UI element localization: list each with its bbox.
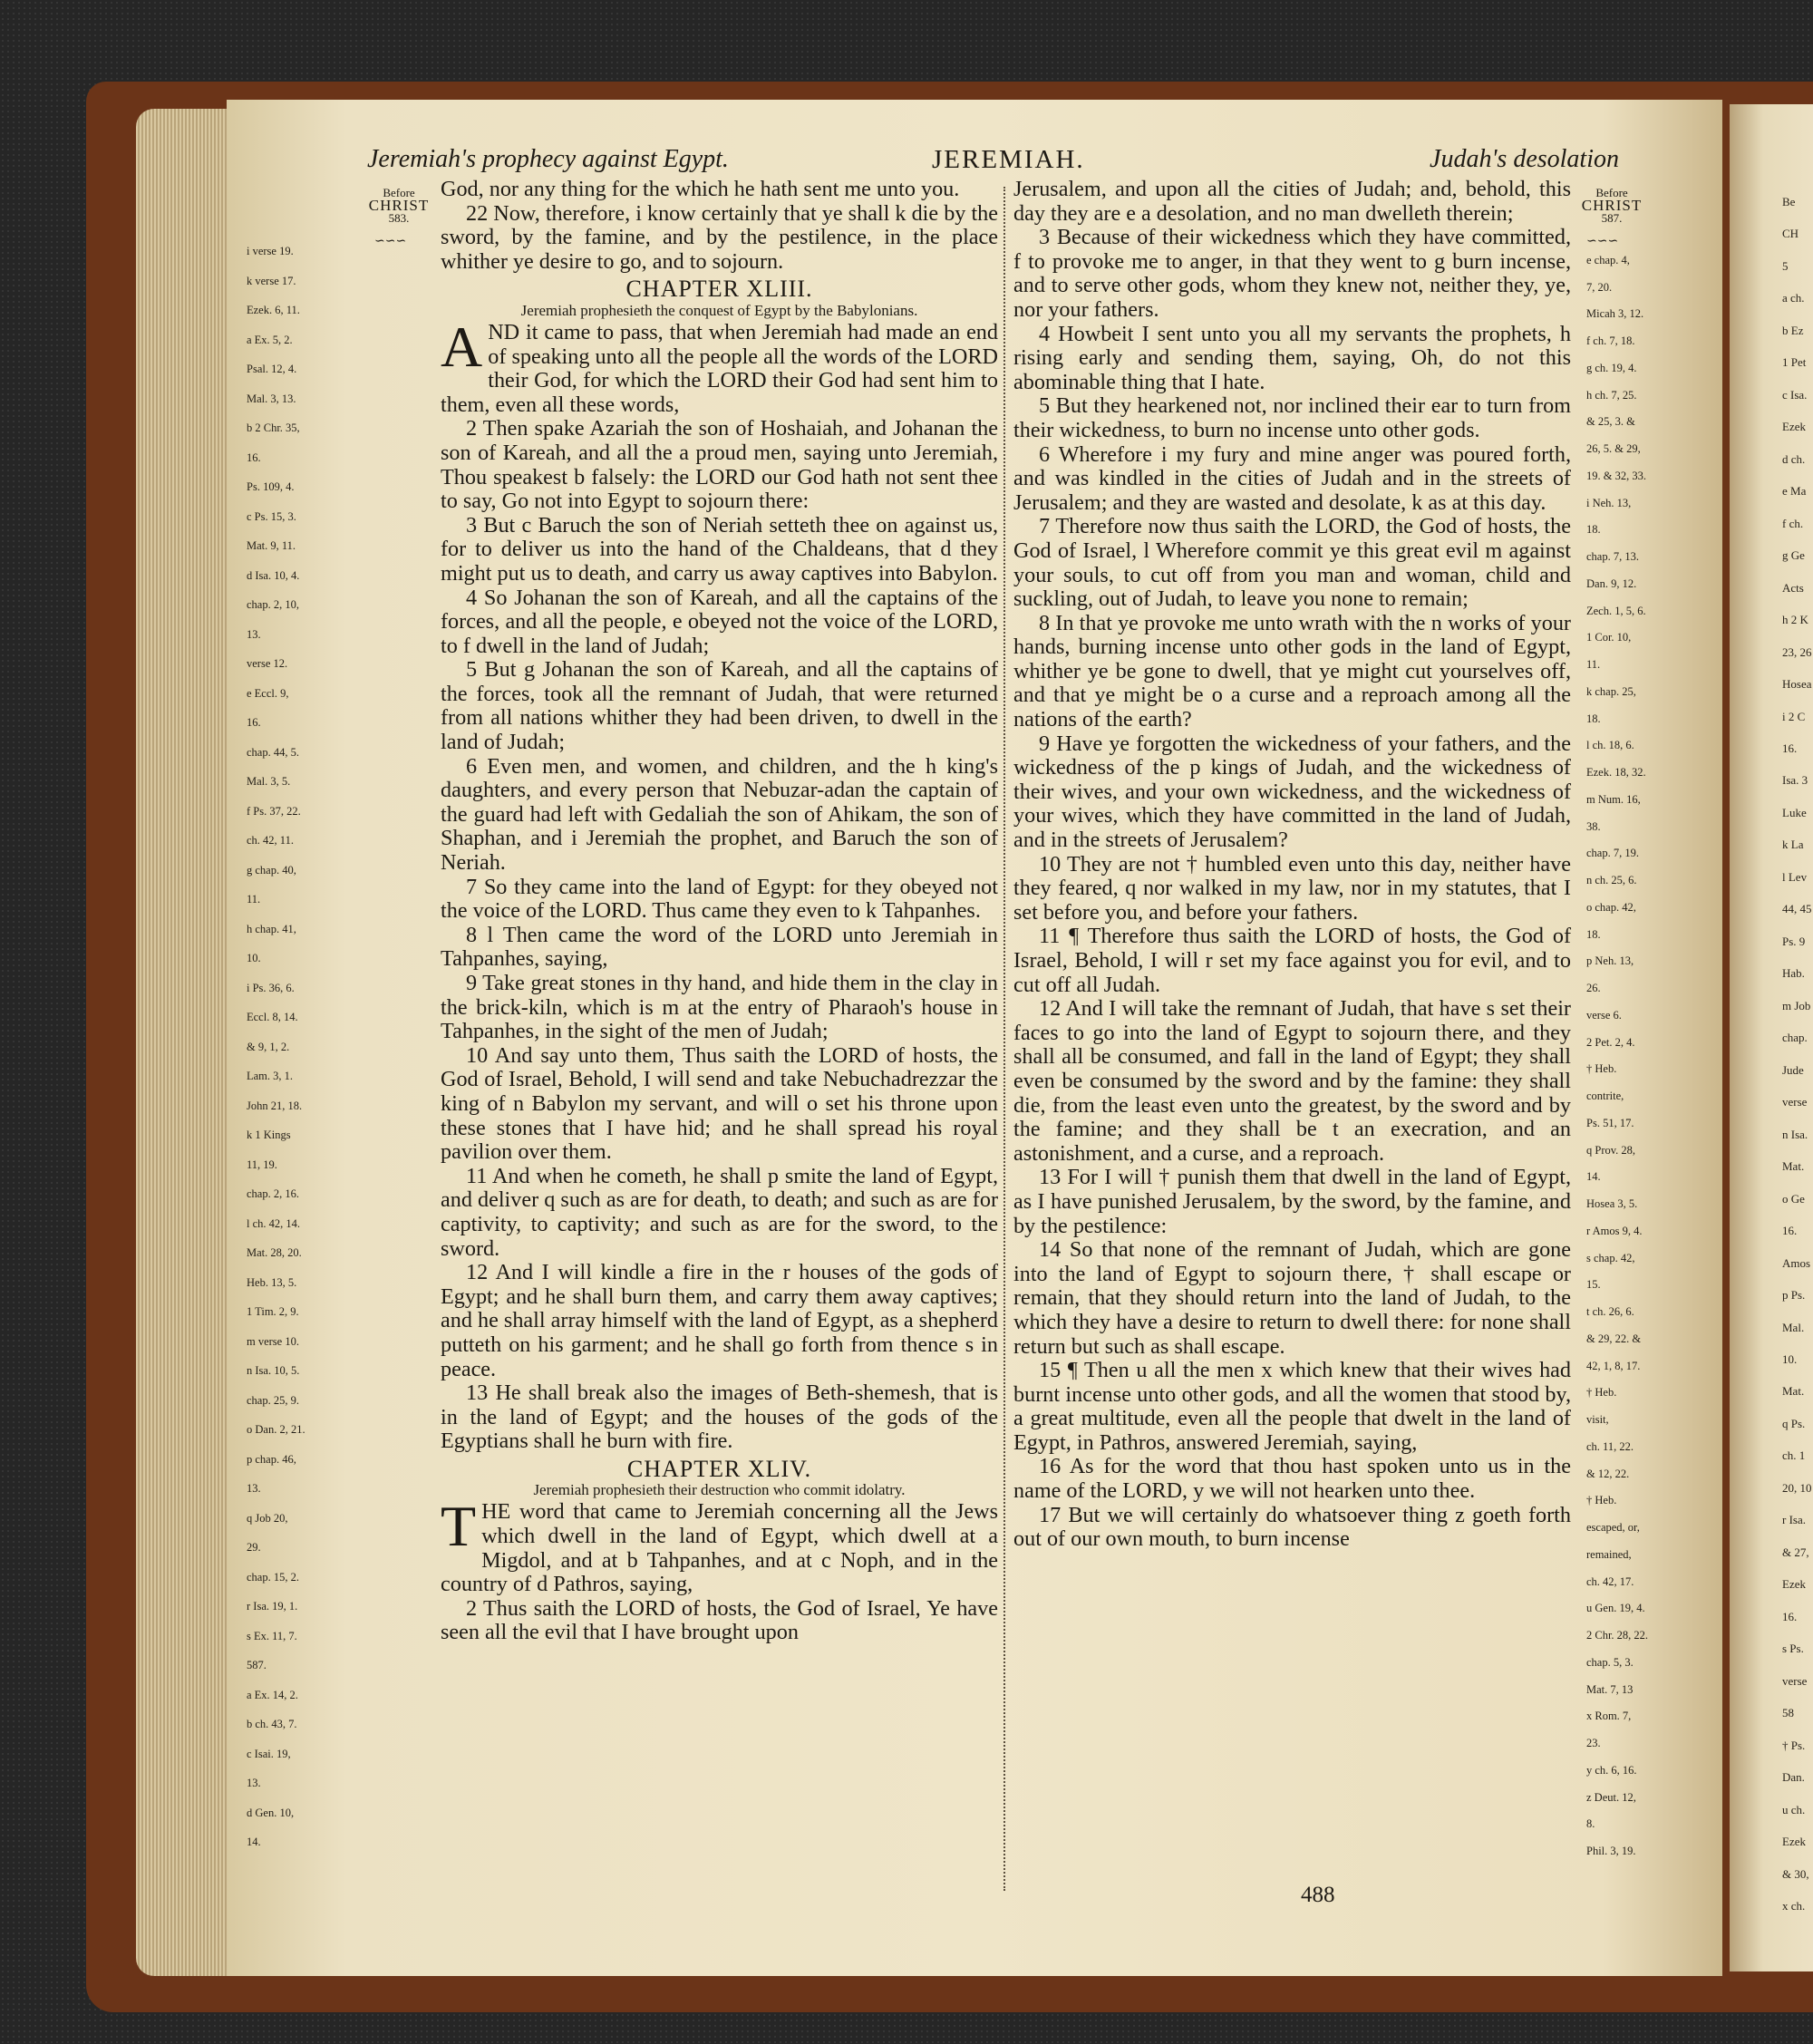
marginal-reference: 18. <box>1586 927 1601 941</box>
year-label: 587. <box>1601 211 1623 225</box>
verse-text: 22 Now, therefore, i know certainly that ye shall k die by the sword, by the famine, and by the pestilence, in the place whither ye desire to go, and to sojourn. <box>441 200 998 274</box>
marginal-reference: u ch. <box>1782 1802 1806 1816</box>
marginal-reference: Mal. 3, 13. <box>247 392 296 405</box>
marginal-reference: Mat. 9, 11. <box>247 539 296 552</box>
ornament-swash: ∽∽∽ <box>1586 235 1619 248</box>
right-column <box>1013 178 1571 1552</box>
marginal-reference: chap. <box>1782 1031 1808 1045</box>
marginal-reference: Ezek <box>1782 1835 1806 1849</box>
marginal-reference: Ps. 51, 17. <box>1586 1116 1634 1129</box>
marginal-reference: 42, 1, 8, 17. <box>1586 1359 1641 1372</box>
marginal-reference: visit, <box>1586 1413 1609 1427</box>
marginal-reference: x ch. <box>1782 1899 1806 1913</box>
marginal-reference: 16. <box>247 716 261 729</box>
marginal-reference: 16. <box>1782 1224 1798 1238</box>
marginal-reference: chap. 25, 9. <box>247 1393 299 1407</box>
marginal-reference: d Gen. 10, <box>247 1806 295 1819</box>
marginal-reference: Ezek <box>1782 1577 1806 1592</box>
verse-text: 4 Howbeit I sent unto you all my servants the prophets, h rising early and sending them, saying, Oh, do not this abominable thing that I hate. <box>1013 321 1571 394</box>
marginal-reference: m Num. 16, <box>1586 792 1641 806</box>
running-head-title: JEREMIAH. <box>932 145 1085 174</box>
marginal-reference: Ps. 109, 4. <box>247 480 295 493</box>
marginal-reference: Hosea <box>1782 677 1812 692</box>
marginal-reference: l Lev <box>1782 869 1808 884</box>
verse-text: 17 But we will certainly do whatsoever thing z goeth forth out of our own mouth, to burn incense <box>1013 1502 1571 1552</box>
marginal-reference: remained, <box>1586 1547 1632 1561</box>
marginal-reference: r Isa. <box>1782 1513 1806 1527</box>
marginal-reference: o chap. 42, <box>1586 900 1636 914</box>
marginal-reference: h chap. 41, <box>247 922 296 935</box>
marginal-reference: 19. & 32, 33. <box>1586 469 1646 482</box>
marginal-reference: verse 6. <box>1586 1008 1622 1022</box>
marginal-reference: † Heb. <box>1586 1494 1617 1507</box>
verse-text: ND it came to pass, that when Jeremiah had made an end of speaking unto all the people all the words of the LORD their God, for which the LORD their God had sent him to them, even all these words, <box>441 319 998 417</box>
marginal-reference: Mat. 28, 20. <box>247 1246 302 1259</box>
marginal-reference: 16. <box>1782 741 1798 756</box>
marginal-reference: Luke <box>1782 805 1807 819</box>
marginal-reference: Be <box>1782 195 1796 208</box>
right-date-marker <box>1575 187 1648 225</box>
chapter-heading: CHAPTER XLIV. <box>626 1455 812 1482</box>
marginal-reference: & 27, <box>1782 1545 1809 1559</box>
marginal-reference: l ch. 42, 14. <box>247 1216 301 1230</box>
marginal-reference: 587. <box>247 1659 267 1671</box>
marginal-reference: n Isa. <box>1782 1127 1808 1141</box>
marginal-reference: 13. <box>247 1777 261 1789</box>
marginal-reference: f ch. 7, 18. <box>1586 334 1635 348</box>
marginal-reference: d Isa. 10, 4. <box>247 568 300 582</box>
marginal-reference: 29. <box>247 1541 261 1554</box>
marginal-reference: k La <box>1782 838 1804 852</box>
marginal-reference: k verse 17. <box>247 274 296 287</box>
marginal-reference: g ch. 19, 4. <box>1586 361 1637 374</box>
marginal-reference: 2 Chr. 28, 22. <box>1586 1629 1649 1642</box>
marginal-reference: k chap. 25, <box>1586 684 1636 698</box>
marginal-reference: 14. <box>1586 1170 1601 1184</box>
book-page <box>227 100 1722 1976</box>
chapter-heading: CHAPTER XLIII. <box>625 276 813 303</box>
marginal-reference: c Isa. <box>1782 387 1808 402</box>
marginal-reference: ch. 42, 17. <box>1586 1574 1634 1588</box>
next-page-edge <box>1730 104 1813 1971</box>
marginal-reference: a Ex. 5, 2. <box>247 333 293 346</box>
marginal-reference: d ch. <box>1782 451 1806 466</box>
verse-text: 10 They are not † humbled even unto this day, neither have they feared, q nor walked in my law, nor in my statutes, that I set before you, and before your fathers. <box>1013 851 1571 925</box>
marginal-reference: 1 Pet <box>1782 355 1807 370</box>
left-date-marker <box>363 187 435 225</box>
marginal-reference: Zech. 1, 5, 6. <box>1586 604 1646 617</box>
marginal-reference: Micah 3, 12. <box>1586 307 1644 321</box>
marginal-reference: a ch. <box>1782 291 1805 305</box>
running-head-left: Jeremiah's prophecy against Egypt. <box>367 145 729 173</box>
marginal-reference: q Job 20, <box>247 1511 288 1525</box>
marginal-reference: i Ps. 36, 6. <box>247 981 295 994</box>
marginal-reference: i verse 19. <box>247 245 294 257</box>
marginal-reference: 10. <box>1782 1351 1798 1366</box>
marginal-reference: c Isai. 19, <box>247 1747 291 1760</box>
marginal-reference: 38. <box>1586 819 1601 833</box>
marginal-reference: 18. <box>1586 523 1601 537</box>
marginal-reference: Heb. 13, 5. <box>247 1275 297 1289</box>
marginal-reference: ch. 11, 22. <box>1586 1439 1634 1453</box>
marginal-reference: o Ge <box>1782 1191 1805 1206</box>
marginal-reference: a Ex. 14, 2. <box>247 1688 298 1701</box>
marginal-reference: 11, 19. <box>247 1158 277 1171</box>
verse-text: 2 Then spake Azariah the son of Hoshaiah, and Johanan the son of Kareah, and all the a proud men, saying unto Jeremiah, Thou speakest b falsely: the LORD our God hath not sent thee to say, Go not into Egypt to sojourn there: <box>441 416 998 514</box>
verse-text: 2 Thus saith the LORD of hosts, the God of Israel, Ye have seen all the evil that I have brought upon <box>441 1595 998 1645</box>
verse-text: 3 But c Baruch the son of Neriah setteth thee on against us, for to deliver us into the hand of the Chaldeans, that d they might put us to death, and carry us away captives into Babylon. <box>441 512 998 586</box>
year-label: 583. <box>388 211 410 225</box>
ornament-swash: ∽∽∽ <box>374 235 407 248</box>
verse-text: 8 l Then came the word of the LORD unto Jeremiah in Tahpanhes, saying, <box>441 922 998 972</box>
marginal-reference: Psal. 12, 4. <box>247 363 297 375</box>
marginal-reference: 23, 26 <box>1782 644 1812 659</box>
verse-text: 11 ¶ Therefore thus saith the LORD of hosts, the God of Israel, Behold, I will r set my face against you for evil, and to cut off all Judah. <box>1013 924 1571 997</box>
marginal-reference: h ch. 7, 25. <box>1586 388 1637 402</box>
marginal-reference: r Amos 9, 4. <box>1586 1224 1643 1237</box>
marginal-reference: g chap. 40, <box>247 863 296 877</box>
marginal-reference: 11. <box>247 893 261 906</box>
marginal-reference: contrite, <box>1586 1090 1624 1103</box>
marginal-reference: Ezek <box>1782 420 1806 434</box>
marginal-reference: 8. <box>1586 1817 1595 1831</box>
marginal-reference: 58 <box>1782 1706 1794 1720</box>
marginal-reference: u Gen. 19, 4. <box>1586 1602 1645 1615</box>
running-head-right: Judah's desolation <box>1430 145 1619 173</box>
page-edges <box>136 109 236 1976</box>
marginal-reference: Mal. 3, 5. <box>247 775 291 788</box>
marginal-reference: chap. 5, 3. <box>1586 1655 1634 1669</box>
marginal-reference: o Dan. 2, 21. <box>247 1423 305 1436</box>
marginal-reference: 5 <box>1782 258 1789 273</box>
verse-text: God, nor any thing for the which he hath sent me unto you. <box>441 177 960 201</box>
marginal-reference: p chap. 46, <box>247 1452 296 1466</box>
marginal-reference: q Ps. <box>1782 1416 1806 1430</box>
marginal-reference: John 21, 18. <box>247 1099 303 1112</box>
marginal-reference: Hab. <box>1782 966 1805 981</box>
marginal-reference: ch. 1 <box>1782 1448 1806 1463</box>
marginal-reference: 15. <box>1586 1278 1601 1292</box>
marginal-reference: k 1 Kings <box>247 1129 291 1141</box>
drop-cap: T <box>441 1494 477 1559</box>
marginal-reference: b ch. 43, 7. <box>247 1718 297 1730</box>
marginal-reference: 14. <box>247 1836 261 1848</box>
marginal-reference: g Ge <box>1782 548 1805 563</box>
marginal-reference: chap. 7, 19. <box>1586 847 1639 860</box>
marginal-reference: 23. <box>1586 1737 1601 1750</box>
marginal-reference: Isa. 3 <box>1782 773 1808 788</box>
column-divider <box>1003 187 1007 1891</box>
verse-text: HE word that came to Jeremiah concerning all the Jews which dwell in the land of Egypt, which dwell at a Migdol, and at b Tahpanhes, and at c Noph, and in the country of d Pathros, saying, <box>441 1499 998 1597</box>
verse-text: Jerusalem, and upon all the cities of Judah; and, behold, this day they are e a desolation, and no man dwelleth therein; <box>1013 177 1571 226</box>
marginal-reference: f Ps. 37, 22. <box>247 804 301 818</box>
marginal-reference: p Neh. 13, <box>1586 954 1634 968</box>
marginal-reference: 20, 10 <box>1782 1480 1812 1495</box>
verse-text: 12 And I will take the remnant of Judah, that have s set their faces to go into the land of Egypt to sojourn there, and they shall all be consumed, and fall in the land of Egypt; they shall even be consumed by the sword and by the famine: they shall die, from the least even unto the greatest, by the sword and by the famine; and they shall be t an execration, and an astonishment, and a curse, and a reproach. <box>1013 996 1571 1166</box>
marginal-reference: m verse 10. <box>247 1334 299 1348</box>
marginal-reference: † Heb. <box>1586 1386 1617 1400</box>
marginal-reference: † Heb. <box>1586 1062 1617 1076</box>
marginal-reference: Mat. <box>1782 1159 1805 1174</box>
marginal-reference: 26. <box>1586 982 1601 995</box>
marginal-reference: 16. <box>1782 1609 1798 1623</box>
marginal-reference: c Ps. 15, 3. <box>247 509 296 523</box>
christ-label: CHRIST <box>1581 197 1643 214</box>
drop-cap: A <box>441 314 483 379</box>
christ-label: CHRIST <box>368 197 430 214</box>
marginal-reference: Ezek. 6, 11. <box>247 304 300 316</box>
marginal-reference: 2 Pet. 2, 4. <box>1586 1035 1635 1049</box>
marginal-reference: Phil. 3, 19. <box>1586 1845 1636 1857</box>
verse-text: 9 Have ye forgotten the wickedness of your fathers, and the wickedness of the p kings of Judah, and the wickedness of their wives, and your own wickedness, and the wickedness of your wives, which they have committed in the land of Judah, and in the streets of Jerusalem? <box>1013 731 1571 853</box>
marginal-reference: p Ps. <box>1782 1288 1806 1303</box>
marginal-reference: h 2 K <box>1782 613 1808 627</box>
verse-text: 7 Therefore now thus saith the LORD, the God of hosts, the God of Israel, l Wherefore commit ye this great evil m against your souls, to cut off from you man and woman, child and suckling, out of Judah, to leave you none to remain; <box>1013 514 1571 612</box>
marginal-reference: 7, 20. <box>1586 280 1613 294</box>
verse-text: 12 And I will kindle a fire in the r houses of the gods of Egypt; and he shall burn them, and carry them away captives; and he shall array himself with the land of Egypt, as a shepherd putteth on his garment; and he shall go forth from thence s in peace. <box>441 1260 998 1381</box>
marginal-reference: escaped, or, <box>1586 1521 1640 1535</box>
marginal-reference: b Ez <box>1782 323 1804 337</box>
marginal-reference: 26, 5. & 29, <box>1586 442 1641 456</box>
verse-text: 10 And say unto them, Thus saith the LORD of hosts, the God of Israel, Behold, I will send and take Nebuchadrezzar the king of n Babylon my servant, and will o set his throne upon these stones that I have hid; and he shall spread his royal pavilion over them. <box>441 1042 998 1165</box>
marginal-reference: s Ps. <box>1782 1642 1804 1656</box>
marginal-reference: z Deut. 12, <box>1586 1790 1636 1804</box>
marginal-reference: e Eccl. 9, <box>247 686 289 700</box>
marginal-reference: 10. <box>247 952 261 964</box>
marginal-reference: 1 Cor. 10, <box>1586 631 1632 644</box>
marginal-reference: 11. <box>1586 658 1601 672</box>
marginal-reference: Acts <box>1782 580 1804 595</box>
marginal-reference: i 2 C <box>1782 709 1806 723</box>
marginal-reference: chap. 2, 10, <box>247 598 299 611</box>
page-number: 488 <box>1301 1883 1335 1907</box>
verse-text: 3 Because of their wickedness which they have committed, f to provoke me to anger, in that they went to g burn incense, and to serve other gods, whom they knew not, neither they, ye, nor your fathers. <box>1013 225 1571 322</box>
marginal-reference: Hosea 3, 5. <box>1586 1197 1638 1211</box>
chapter-summary: Jeremiah prophesieth the conquest of Egypt by the Babylonians. <box>520 301 918 319</box>
verse-text: 6 Wherefore i my fury and mine anger was poured forth, and was kindled in the cities of Judah and in the streets of Jerusalem; and they are wasted and desolate, k as at this day. <box>1013 441 1571 515</box>
verse-text: 8 In that ye provoke me unto wrath with the n works of your hands, burning incense unto other gods in the land of Egypt, whither ye be gone to dwell, that ye might cut yourselves off, and that ye might be o a curse and a reproach among all the nations of the earth? <box>1013 610 1571 732</box>
marginal-reference: e chap. 4, <box>1586 254 1630 266</box>
marginal-reference: n ch. 25, 6. <box>1586 874 1637 887</box>
marginal-reference: Ezek. 18, 32. <box>1586 766 1646 780</box>
verse-text: 5 But they hearkened not, nor inclined their ear to turn from their wickedness, to burn no incense unto other gods. <box>1013 393 1571 442</box>
marginal-reference: 13. <box>247 627 261 641</box>
marginal-reference: † Ps. <box>1782 1738 1806 1752</box>
marginal-reference: Mal. <box>1782 1320 1805 1334</box>
marginal-reference: Dan. <box>1782 1770 1805 1785</box>
marginal-reference: f ch. <box>1782 516 1804 530</box>
marginal-reference: chap. 7, 13. <box>1586 550 1639 564</box>
before-label: Before <box>1595 186 1628 199</box>
chapter-summary: Jeremiah prophesieth their destruction who commit idolatry. <box>533 1481 906 1499</box>
marginal-reference: e Ma <box>1782 484 1807 499</box>
marginal-reference: q Prov. 28, <box>1586 1143 1636 1157</box>
marginal-reference: chap. 15, 2. <box>247 1570 299 1584</box>
marginal-reference: & 25, 3. & <box>1586 415 1635 429</box>
marginal-reference: Eccl. 8, 14. <box>247 1011 298 1023</box>
marginal-reference: i Neh. 13, <box>1586 496 1632 509</box>
marginal-reference: CH <box>1782 227 1799 241</box>
marginal-reference: chap. 44, 5. <box>247 745 299 759</box>
marginal-reference: Jude <box>1782 1062 1804 1077</box>
marginal-reference: chap. 2, 16. <box>247 1187 299 1200</box>
marginal-reference: 13. <box>247 1482 261 1495</box>
marginal-reference: Ps. 9 <box>1782 934 1806 948</box>
verse-text: 4 So Johanan the son of Kareah, and all the captains of the forces, and all the people, e obeyed not the voice of the LORD, to f dwell in the land of Judah; <box>441 585 998 658</box>
verse-text: 15 ¶ Then u all the men x which knew that their wives had burnt incense unto other gods, and all the women that stood by, a great multitude, even all the people that dwelt in the land of Egypt, in Pathros, answered Jeremiah, saying, <box>1013 1358 1571 1455</box>
marginal-reference: b 2 Chr. 35, <box>247 421 300 434</box>
marginal-reference: Mat. 7, 13 <box>1586 1682 1634 1696</box>
marginal-reference: & 30, <box>1782 1866 1809 1881</box>
marginal-reference: n Isa. 10, 5. <box>247 1364 300 1377</box>
marginal-reference: Lam. 3, 1. <box>247 1070 294 1082</box>
marginal-reference: r Isa. 19, 1. <box>247 1600 298 1613</box>
marginal-reference: & 29, 22. & <box>1586 1332 1642 1345</box>
marginal-reference: s chap. 42, <box>1586 1251 1635 1264</box>
marginal-reference: 1 Tim. 2, 9. <box>247 1305 299 1318</box>
verse-text: 13 He shall break also the images of Beth-shemesh, that is in the land of Egypt; and the houses of the gods of the Egyptians shall he burn with fire. <box>441 1380 998 1454</box>
marginal-reference: t ch. 26, 6. <box>1586 1305 1634 1319</box>
verse-text: 14 So that none of the remnant of Judah, which are gone into the land of Egypt to sojourn there, † shall escape or remain, that they should return into the land of Judah, to the which they have a desire to return to dwell there: for none shall return but such as shall escape. <box>1013 1237 1571 1359</box>
marginal-reference: & 12, 22. <box>1586 1467 1630 1480</box>
marginal-reference: s Ex. 11, 7. <box>247 1629 297 1642</box>
marginal-reference: 44, 45 <box>1782 902 1812 916</box>
verse-text: 13 For I will † punish them that dwell in the land of Egypt, as I have punished Jerusalem, by the sword, by the famine, and by the pestilence: <box>1013 1165 1571 1238</box>
verse-text: 16 As for the word that thou hast spoken unto us in the name of the LORD, y we will not hearken unto thee. <box>1013 1454 1571 1504</box>
marginal-reference: m Job <box>1782 998 1811 1012</box>
marginal-reference: ch. 42, 11. <box>247 834 294 847</box>
marginal-reference: verse 12. <box>247 657 288 670</box>
marginal-reference: verse <box>1782 1095 1808 1109</box>
marginal-reference: & 9, 1, 2. <box>247 1040 290 1053</box>
before-label: Before <box>383 186 415 199</box>
marginal-reference: x Rom. 7, <box>1586 1710 1632 1723</box>
marginal-reference: Dan. 9, 12. <box>1586 576 1637 590</box>
left-column <box>441 178 998 1645</box>
marginal-reference: 18. <box>1586 712 1601 725</box>
marginal-reference: y ch. 6, 16. <box>1586 1763 1637 1777</box>
marginal-reference: l ch. 18, 6. <box>1586 739 1634 752</box>
verse-text: 11 And when he cometh, he shall p smite the land of Egypt, and deliver q such as are for death, to death; and such as are for captivity, to captivity; and such as are for the sword, to the sword. <box>441 1163 998 1261</box>
verse-text: 6 Even men, and women, and children, and the h king's daughters, and every person that Nebuzar-adan the captain of the guard had left with Gedaliah the son of Ahikam, the son of Shaphan, and i Jeremiah the prophet, and Baruch the son of Neriah. <box>441 753 998 876</box>
marginal-reference: Mat. <box>1782 1384 1805 1399</box>
verse-text: 7 So they came into the land of Egypt: for they obeyed not the voice of the LORD. Thus came they even to k Tahpanhes. <box>441 874 998 924</box>
marginal-reference: 16. <box>247 450 261 464</box>
marginal-reference: Amos <box>1782 1255 1811 1270</box>
marginal-reference: verse <box>1782 1673 1808 1688</box>
verse-text: 9 Take great stones in thy hand, and hide them in the clay in the brick-kiln, which is m at the entry of Pharaoh's house in Tahpanhes, in the sight of the men of Judah; <box>441 971 998 1044</box>
verse-text: 5 But g Johanan the son of Kareah, and all the captains of the forces, took all the remnant of Judah, that were returned from all nations whither they had been driven, to dwell in the land of Judah; <box>441 657 998 755</box>
